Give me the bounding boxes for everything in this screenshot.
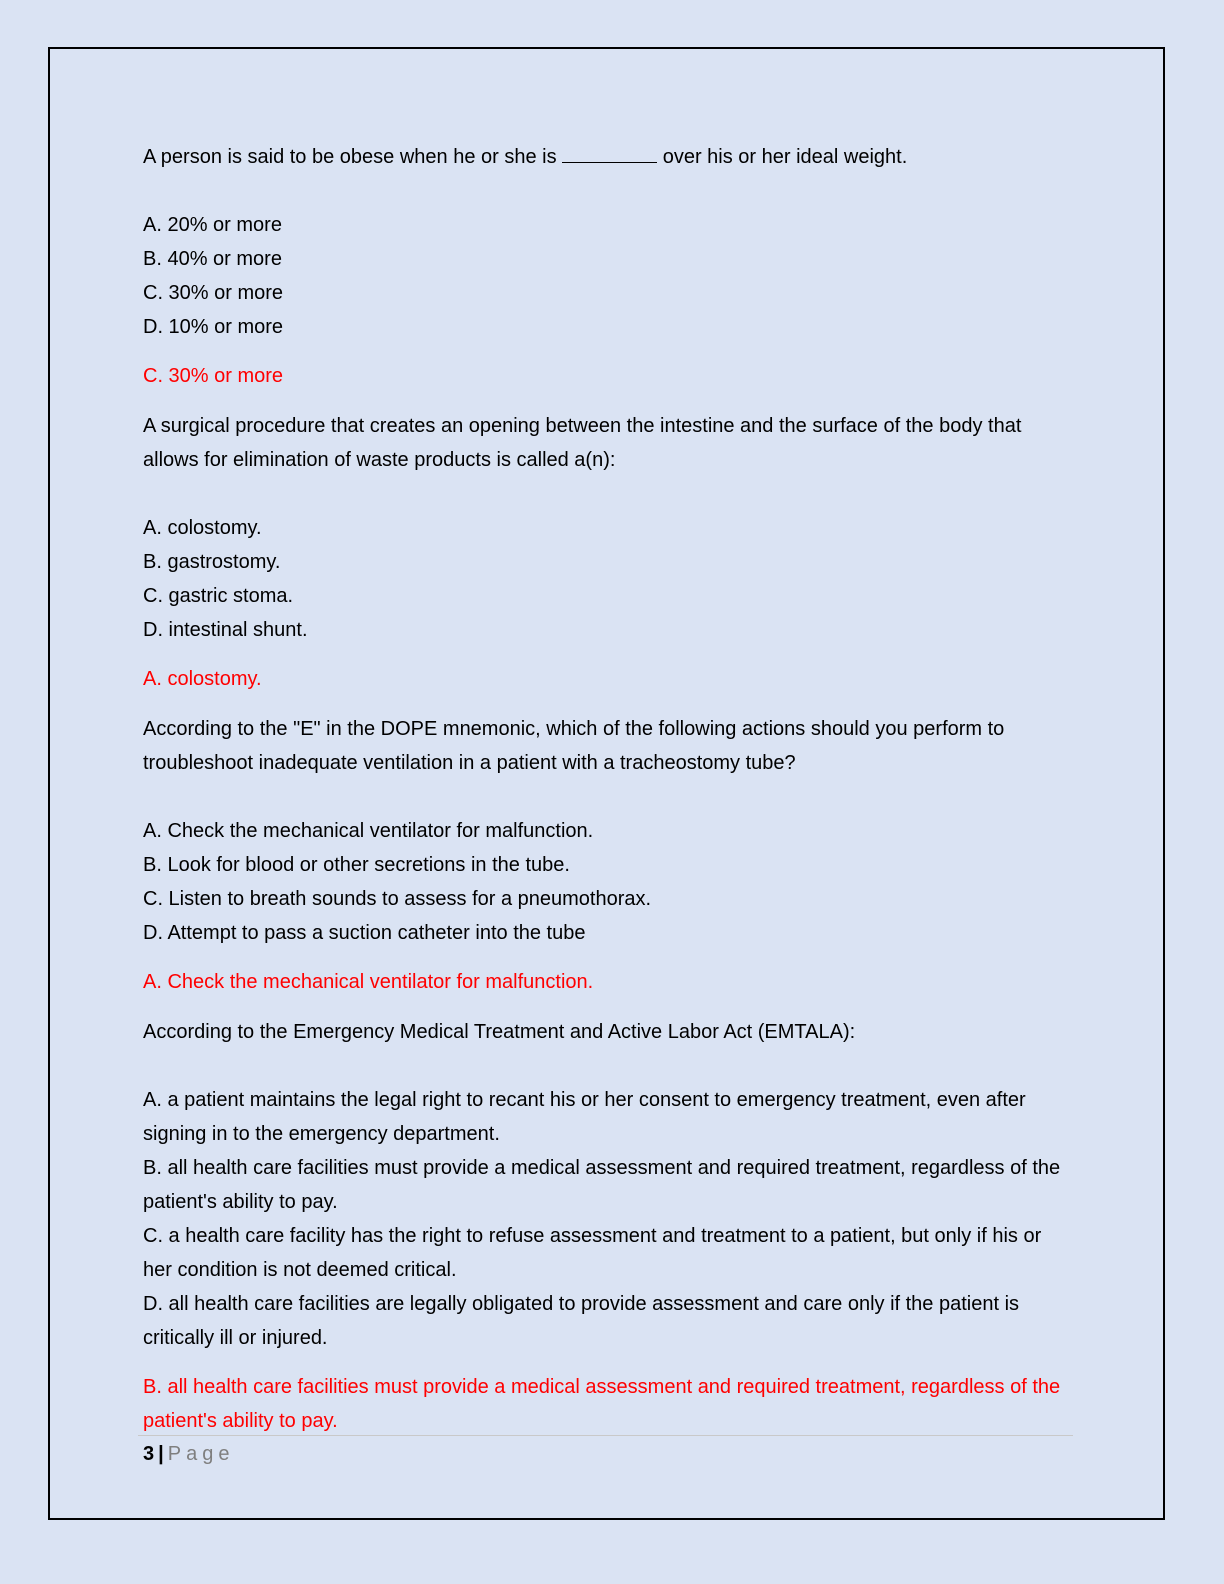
option-b: B. all health care facilities must provide a medical assessment and required treatment, regardless of the patient's ability to pay. <box>143 1157 1061 1213</box>
question-stem-text: over his or her ideal weight. <box>662 146 908 168</box>
question-block <box>143 712 1073 999</box>
question-stem: According to the "E" in the DOPE mnemonic, which of the following actions should you perform to troubleshoot inadequate ventilation in a patient with a tracheostomy tube? <box>143 718 1005 774</box>
question-stem <box>143 140 1073 174</box>
page-footer <box>143 1440 234 1468</box>
question-stem: According to the Emergency Medical Treatment and Active Labor Act (EMTALA): <box>143 1021 856 1043</box>
option-c: C. Listen to breath sounds to assess for a pneumothorax. <box>143 888 652 910</box>
option-a: A. 20% or more <box>143 214 282 236</box>
option-b: B. gastrostomy. <box>143 551 281 573</box>
correct-answer: A. colostomy. <box>143 668 262 690</box>
fill-in-blank <box>562 144 657 163</box>
page-number: 3 <box>143 1443 155 1465</box>
option-d: D. intestinal shunt. <box>143 619 308 641</box>
option-c: C. 30% or more <box>143 282 284 304</box>
option-a: A. a patient maintains the legal right to recant his or her consent to emergency treatment, even after signing in to the emergency department. <box>143 1089 1026 1145</box>
document-body <box>143 140 1073 1454</box>
option-c: C. a health care facility has the right to refuse assessment and treatment to a patient, but only if his or her condition is not deemed critical. <box>143 1225 1042 1281</box>
option-a: A. colostomy. <box>143 517 262 539</box>
question-stem-text: A person is said to be obese when he or she is <box>143 146 557 168</box>
option-d: D. all health care facilities are legally obligated to provide assessment and care only if the patient is critically ill or injured. <box>143 1293 1020 1349</box>
page-label: Page <box>167 1443 235 1465</box>
option-list <box>143 208 1073 344</box>
question-block <box>143 140 1073 393</box>
question-stem: A surgical procedure that creates an opening between the intestine and the surface of the body that allows for elimination of waste products is called a(n): <box>143 415 1022 471</box>
option-b: B. 40% or more <box>143 248 282 270</box>
correct-answer: C. 30% or more <box>143 365 284 387</box>
footer-separator: | <box>158 1443 164 1465</box>
question-block <box>143 409 1073 696</box>
footer-divider <box>138 1435 1073 1436</box>
option-d: D. Attempt to pass a suction catheter into the tube <box>143 922 586 944</box>
correct-answer: A. Check the mechanical ventilator for malfunction. <box>143 971 594 993</box>
option-d: D. 10% or more <box>143 316 284 338</box>
option-a: A. Check the mechanical ventilator for malfunction. <box>143 820 594 842</box>
option-b: B. Look for blood or other secretions in the tube. <box>143 854 570 876</box>
question-block <box>143 1015 1073 1438</box>
option-list <box>143 511 1073 647</box>
option-list <box>143 1083 1073 1355</box>
option-list <box>143 814 1073 950</box>
correct-answer: B. all health care facilities must provide a medical assessment and required treatment, regardless of the patient's ability to pay. <box>143 1376 1061 1432</box>
option-c: C. gastric stoma. <box>143 585 294 607</box>
